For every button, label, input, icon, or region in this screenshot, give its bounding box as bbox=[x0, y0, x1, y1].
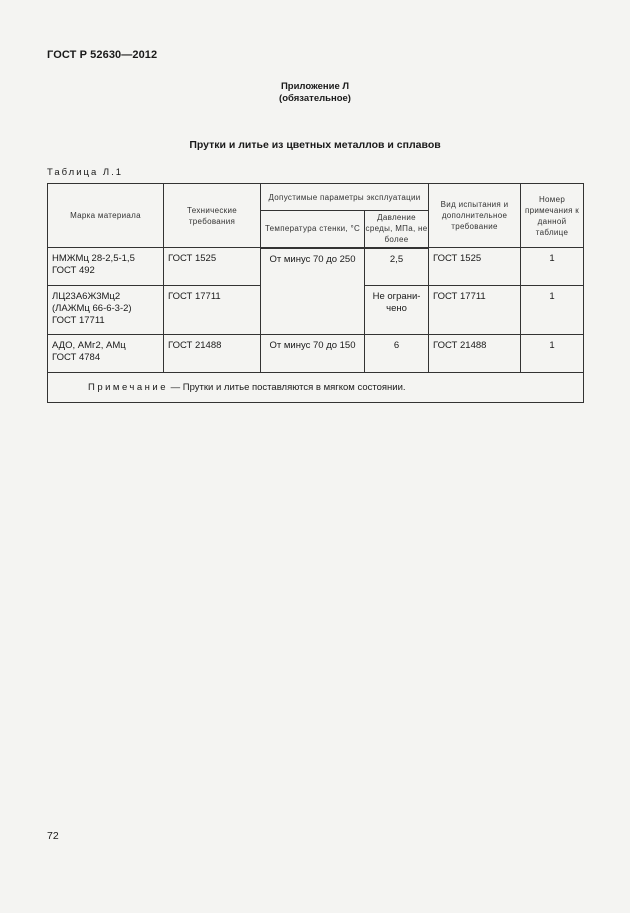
table-row bbox=[48, 335, 584, 373]
appendix-status: (обязательное) bbox=[279, 93, 351, 104]
cell-material: ЛЦ23А6Ж3Мц2 (ЛАЖМц 66-6-3-2) ГОСТ 17711 bbox=[48, 286, 164, 335]
cell-test-type: ГОСТ 1525 bbox=[429, 248, 521, 286]
cell-material: АДО, АМг2, АМц ГОСТ 4784 bbox=[48, 335, 164, 373]
cell-tech-req: ГОСТ 21488 bbox=[164, 335, 261, 373]
note-label: Примечание bbox=[88, 382, 168, 393]
page-number: 72 bbox=[47, 830, 59, 842]
cell-note-num: 1 bbox=[521, 248, 584, 286]
cell-pressure: 6 bbox=[365, 335, 429, 373]
header-tech-req: Технические требования bbox=[164, 184, 261, 248]
header-test-type: Вид испытания и дополнительное требование bbox=[429, 184, 521, 248]
cell-note-num: 1 bbox=[521, 335, 584, 373]
document-code: ГОСТ Р 52630—2012 bbox=[47, 49, 158, 61]
header-pressure: Давление среды, МПа, не более bbox=[365, 211, 429, 248]
appendix-heading bbox=[0, 81, 630, 105]
cell-test-type: ГОСТ 17711 bbox=[429, 286, 521, 335]
header-note-num: Номер примечания к данной таблице bbox=[521, 184, 584, 248]
section-title: Прутки и литье из цветных металлов и сплавов bbox=[189, 139, 441, 151]
cell-tech-req: ГОСТ 17711 bbox=[164, 286, 261, 335]
table-caption: Таблица Л.1 bbox=[47, 167, 124, 178]
cell-pressure: 2,5 bbox=[365, 248, 429, 286]
cell-note-num: 1 bbox=[521, 286, 584, 335]
appendix-title: Приложение Л bbox=[280, 81, 350, 92]
header-material: Марка материала bbox=[48, 184, 164, 248]
note-text: — Прутки и литье поставляются в мягком состоянии. bbox=[168, 382, 406, 393]
table-note bbox=[48, 373, 584, 403]
cell-temperature: От минус 70 до 150 bbox=[261, 335, 365, 373]
table-row bbox=[48, 248, 584, 286]
cell-tech-req: ГОСТ 1525 bbox=[164, 248, 261, 286]
materials-table bbox=[47, 183, 584, 403]
cell-pressure: Не ограни- чено bbox=[365, 286, 429, 335]
header-temperature: Температура стенки, °С bbox=[261, 211, 365, 248]
cell-test-type: ГОСТ 21488 bbox=[429, 335, 521, 373]
cell-temperature: От минус 70 до 250 bbox=[261, 248, 365, 335]
table-note-row bbox=[48, 373, 584, 403]
cell-material: НМЖМц 28-2,5-1,5 ГОСТ 492 bbox=[48, 248, 164, 286]
header-params-group: Допустимые параметры эксплуатации bbox=[261, 184, 429, 211]
